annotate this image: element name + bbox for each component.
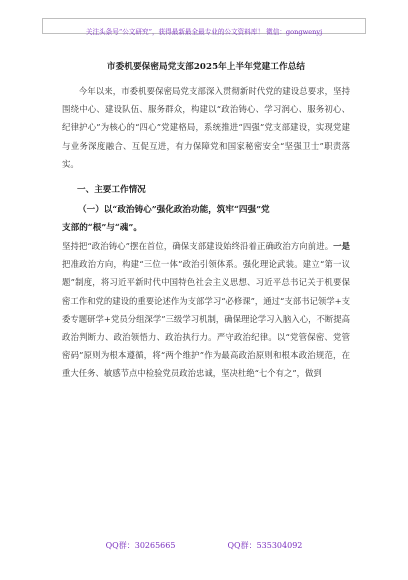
- section-heading: 一、主要工作情况: [77, 185, 146, 196]
- footer-qq-group-2: QQ群：535304092: [227, 541, 303, 550]
- footer: [0, 540, 408, 551]
- subsection-paragraph: [62, 237, 350, 383]
- ordinal-marker: 一是: [333, 241, 351, 252]
- subsection-heading-continued: 支部的“根”与“魂”。: [62, 223, 142, 234]
- subsection-paragraph-rest: 把准政治方向，构建“三位一体”政治引领体系。强化理论武装。建立“第一议题”制度，将习近平新时代中国特色社会主义思想、习近平总书记关于机要保密工作和党的建设的重要论述作为支部学习“必修课”，通过“支部书记领学+支委专题研学+党员分组深学”三级学习机制，确保理论学习入脑入心，不断提高政治判断力、政治领悟力、政治执行力。严守政治纪律。以“党管保密、党管密码”原则为根本遵循，将“两个维护”作为最高政治原则和根本政治规范，在重大任务、敏感节点中检验党员政治忠诚，坚决杜绝“七个有之”，做到: [62, 259, 350, 379]
- banner-text: 关注头条号“公文研究”，获得最新最全最专业的公文资料库！ 微信：gongwenyj: [85, 28, 323, 36]
- document-body: [62, 60, 350, 383]
- subsection-paragraph-lead: 坚持把“政治铸心”摆在首位，确保支部建设始终沿着正确政治方向前进。: [62, 241, 334, 252]
- header-banner: [42, 18, 366, 34]
- footer-qq-group-1: QQ群：30265665: [105, 541, 176, 550]
- subsection-heading: （一）以“政治铸心”强化政治功能，筑牢“四强”党: [78, 205, 270, 216]
- document-title: 市委机要保密局党支部2025年上半年党建工作总结: [106, 62, 306, 72]
- intro-paragraph: 今年以来，市委机要保密局党支部深入贯彻新时代党的建设总要求，坚持围绕中心、建设队伍、服务群众，构建以“政治铸心、学习润心、服务初心、纪律护心”为核心的“四心”党建格局，系统推进“四强”党支部建设，实现党建与业务深度融合、互促互进，有力保障党和国家秘密安全“坚强卫士”职责落实。: [62, 86, 350, 169]
